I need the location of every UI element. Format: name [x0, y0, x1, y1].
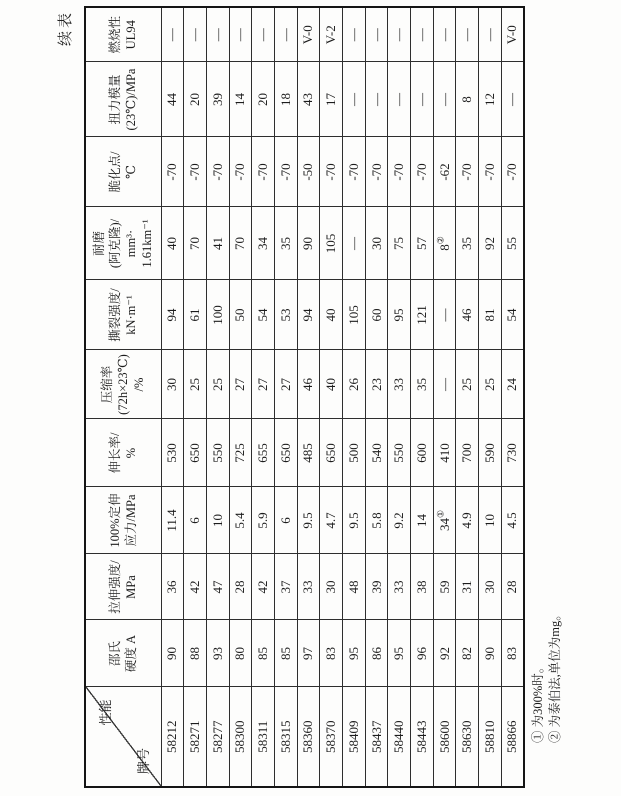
value-cell: 27	[274, 350, 297, 419]
value-cell: —	[365, 62, 388, 137]
value-cell: V-0	[297, 7, 320, 62]
col-header-line: 压缩率	[100, 365, 115, 404]
brand-cell: 58409	[343, 687, 366, 787]
col-header-elongation	[85, 419, 161, 487]
value-cell: 80	[229, 620, 252, 687]
value-cell: 41	[206, 207, 229, 280]
value-cell: 600	[411, 419, 434, 487]
value-cell: —	[433, 350, 456, 419]
value-cell: 4.9	[456, 487, 479, 554]
value-cell: -70	[501, 137, 524, 207]
col-header-flammability	[85, 7, 161, 62]
col-header-line: 1.61km⁻¹	[140, 219, 155, 268]
value-cell: —	[343, 7, 366, 62]
value-cell: 550	[388, 419, 411, 487]
col-header-line: kN·m⁻¹	[124, 295, 139, 335]
col-header-line: 硬度 A	[124, 634, 139, 673]
col-header-abrasion	[85, 207, 161, 280]
value-cell: 100	[206, 280, 229, 350]
spec-table	[84, 6, 525, 788]
col-header-line: 应力/MPa	[124, 494, 139, 547]
value-cell: -70	[229, 137, 252, 207]
value-cell: 25	[479, 350, 502, 419]
value-cell: 4.7	[320, 487, 343, 554]
col-header-line: (阿克隆)/	[108, 218, 123, 269]
col-header-line: 伸长率/	[108, 432, 123, 474]
brand-cell: 58437	[365, 687, 388, 787]
value-cell: 27	[252, 350, 275, 419]
spec-table-body	[161, 7, 524, 787]
value-cell: —	[433, 62, 456, 137]
value-cell: -70	[365, 137, 388, 207]
corner-label-property: 性能	[98, 699, 113, 726]
value-cell: 650	[184, 419, 207, 487]
value-cell: 650	[274, 419, 297, 487]
table-row	[297, 7, 320, 787]
brand-cell: 58810	[479, 687, 502, 787]
brand-cell: 58311	[252, 687, 275, 787]
value-cell: 75	[388, 207, 411, 280]
value-cell: 39	[365, 554, 388, 620]
value-cell: 20	[184, 62, 207, 137]
value-cell: 54	[252, 280, 275, 350]
value-cell: —	[388, 62, 411, 137]
corner-cell	[85, 687, 161, 787]
value-cell: 40	[320, 350, 343, 419]
value-cell: -70	[252, 137, 275, 207]
table-row	[320, 7, 343, 787]
value-cell: 82	[456, 620, 479, 687]
value-cell: 10	[206, 487, 229, 554]
table-row	[479, 7, 502, 787]
value-cell: 25	[206, 350, 229, 419]
value-cell: 8	[456, 62, 479, 137]
footnotes	[530, 608, 564, 743]
value-cell: 42	[184, 554, 207, 620]
value-cell: -70	[388, 137, 411, 207]
value-cell: 23	[365, 350, 388, 419]
col-header-line: (23℃)/MPa	[124, 68, 139, 131]
value-cell: 70	[184, 207, 207, 280]
brand-cell: 58360	[297, 687, 320, 787]
col-header-line: /%	[132, 377, 147, 392]
value-cell: 97	[297, 620, 320, 687]
brand-cell: 58600	[433, 687, 456, 787]
value-cell: 700	[456, 419, 479, 487]
value-cell: 90	[161, 620, 184, 687]
value-cell: —	[229, 7, 252, 62]
value-cell: 61	[184, 280, 207, 350]
value-cell: 90	[297, 207, 320, 280]
col-header-line: 100%定伸	[108, 493, 123, 548]
value-cell: 35	[456, 207, 479, 280]
value-cell: 25	[184, 350, 207, 419]
value-cell: 650	[320, 419, 343, 487]
value-cell: 5.8	[365, 487, 388, 554]
value-cell: 105	[343, 280, 366, 350]
col-header-tear-strength	[85, 280, 161, 350]
value-cell: —	[206, 7, 229, 62]
brand-cell: 58271	[184, 687, 207, 787]
value-cell: 28	[229, 554, 252, 620]
value-cell: 40	[320, 280, 343, 350]
col-header-tensile-strength	[85, 554, 161, 620]
continued-table-label: 续表	[58, 10, 74, 47]
value-cell: V-2	[320, 7, 343, 62]
value-cell: 43	[297, 62, 320, 137]
value-cell: —	[433, 280, 456, 350]
footnote-ref: ①	[435, 509, 446, 519]
col-header-line: 撕裂强度/	[108, 288, 123, 342]
header-row	[85, 7, 161, 787]
value-cell: 37	[274, 554, 297, 620]
col-header-line: %	[124, 447, 139, 459]
value-cell: 6	[274, 487, 297, 554]
value-cell: 655	[252, 419, 275, 487]
value-cell: 5.4	[229, 487, 252, 554]
value-cell: -70	[206, 137, 229, 207]
value-cell: —	[388, 7, 411, 62]
table-row	[365, 7, 388, 787]
value-cell: 27	[229, 350, 252, 419]
value-cell: 725	[229, 419, 252, 487]
value-cell: 24	[501, 350, 524, 419]
value-cell: 60	[365, 280, 388, 350]
value-cell: 31	[456, 554, 479, 620]
brand-cell: 58300	[229, 687, 252, 787]
value-cell: 18	[274, 62, 297, 137]
value-cell: 550	[206, 419, 229, 487]
value-cell: 33	[388, 554, 411, 620]
value-cell: 42	[252, 554, 275, 620]
value-cell: 46	[456, 280, 479, 350]
value-cell: —	[433, 7, 456, 62]
value-cell: -70	[184, 137, 207, 207]
value-cell: -62	[433, 137, 456, 207]
value-cell: 485	[297, 419, 320, 487]
brand-cell: 58315	[274, 687, 297, 787]
value-cell: 88	[184, 620, 207, 687]
value-cell: 85	[274, 620, 297, 687]
footnote-ref: ②	[435, 236, 446, 245]
col-header-line: ℃	[124, 165, 139, 179]
value-cell: 40	[161, 207, 184, 280]
brand-cell: 58212	[161, 687, 184, 787]
value-cell: 9.5	[297, 487, 320, 554]
value-cell: —	[479, 7, 502, 62]
value-cell: 28	[501, 554, 524, 620]
value-cell: 730	[501, 419, 524, 487]
value-cell: 90	[479, 620, 502, 687]
brand-cell: 58443	[411, 687, 434, 787]
col-header-shore-hardness	[85, 620, 161, 687]
value-cell: -70	[479, 137, 502, 207]
col-header-line: 邵氏	[108, 641, 123, 667]
footnote-2: ② 为泰伯法,单位为mg。	[548, 608, 562, 743]
value-cell: 30	[320, 554, 343, 620]
value-cell: 96	[411, 620, 434, 687]
value-cell: 4.5	[501, 487, 524, 554]
table-row	[229, 7, 252, 787]
value-cell: 410	[433, 419, 456, 487]
value-cell: -70	[161, 137, 184, 207]
value-cell: —	[343, 62, 366, 137]
value-cell: 94	[161, 280, 184, 350]
col-header-line: 耐磨	[92, 231, 107, 257]
value-cell: 590	[479, 419, 502, 487]
value-cell: 39	[206, 62, 229, 137]
value-cell: 36	[161, 554, 184, 620]
value-cell: 34①	[433, 487, 456, 554]
value-cell: 9.2	[388, 487, 411, 554]
value-cell: —	[365, 7, 388, 62]
value-cell: 14	[229, 62, 252, 137]
value-cell: —	[501, 62, 524, 137]
value-cell: —	[456, 7, 479, 62]
value-cell: 35	[411, 350, 434, 419]
value-cell: 34	[252, 207, 275, 280]
value-cell: 25	[456, 350, 479, 419]
value-cell: V-0	[501, 7, 524, 62]
value-cell: 83	[320, 620, 343, 687]
value-cell: 530	[161, 419, 184, 487]
value-cell: 500	[343, 419, 366, 487]
value-cell: 83	[501, 620, 524, 687]
value-cell: —	[252, 7, 275, 62]
table-row	[456, 7, 479, 787]
value-cell: 5.9	[252, 487, 275, 554]
value-cell: 95	[388, 280, 411, 350]
value-cell: 540	[365, 419, 388, 487]
value-cell: —	[343, 207, 366, 280]
table-row	[274, 7, 297, 787]
value-cell: 10	[479, 487, 502, 554]
value-cell: —	[411, 7, 434, 62]
value-cell: 53	[274, 280, 297, 350]
value-cell: 6	[184, 487, 207, 554]
table-row	[411, 7, 434, 787]
value-cell: 30	[479, 554, 502, 620]
col-header-line: MPa	[124, 575, 139, 599]
table-row	[343, 7, 366, 787]
value-cell: —	[161, 7, 184, 62]
value-cell: -70	[411, 137, 434, 207]
value-cell: 30	[161, 350, 184, 419]
table-row	[161, 7, 184, 787]
table-row	[433, 7, 456, 787]
table-row	[501, 7, 524, 787]
value-cell: -70	[320, 137, 343, 207]
corner-label-brand: 牌号	[135, 747, 151, 774]
value-cell: 57	[411, 207, 434, 280]
value-cell: 33	[388, 350, 411, 419]
value-cell: —	[274, 7, 297, 62]
brand-cell: 58630	[456, 687, 479, 787]
value-cell: -50	[297, 137, 320, 207]
value-cell: —	[184, 7, 207, 62]
value-cell: 54	[501, 280, 524, 350]
table-row	[252, 7, 275, 787]
value-cell: 94	[297, 280, 320, 350]
value-cell: 86	[365, 620, 388, 687]
value-cell: 8②	[433, 207, 456, 280]
col-header-line: 脆化点/	[108, 151, 123, 193]
value-cell: 81	[479, 280, 502, 350]
col-header-line: UL94	[124, 20, 139, 50]
value-cell: 121	[411, 280, 434, 350]
value-cell: 38	[411, 554, 434, 620]
table-row	[388, 7, 411, 787]
value-cell: 26	[343, 350, 366, 419]
col-header-line: 扭力模量	[108, 74, 123, 125]
value-cell: 33	[297, 554, 320, 620]
value-cell: 92	[479, 207, 502, 280]
brand-cell: 58866	[501, 687, 524, 787]
value-cell: 20	[252, 62, 275, 137]
value-cell: 17	[320, 62, 343, 137]
value-cell: 93	[206, 620, 229, 687]
value-cell: -70	[274, 137, 297, 207]
col-header-modulus-100	[85, 487, 161, 554]
value-cell: 95	[388, 620, 411, 687]
value-cell: 50	[229, 280, 252, 350]
footnote-1: ① 为300%时。	[531, 660, 545, 743]
value-cell: 47	[206, 554, 229, 620]
value-cell: 59	[433, 554, 456, 620]
value-cell: -70	[456, 137, 479, 207]
value-cell: 30	[365, 207, 388, 280]
value-cell: 35	[274, 207, 297, 280]
value-cell: 105	[320, 207, 343, 280]
value-cell: —	[411, 62, 434, 137]
col-header-torsion-modulus	[85, 62, 161, 137]
brand-cell: 58370	[320, 687, 343, 787]
value-cell: 92	[433, 620, 456, 687]
value-cell: 9.5	[343, 487, 366, 554]
brand-cell: 58277	[206, 687, 229, 787]
value-cell: 11.4	[161, 487, 184, 554]
value-cell: 12	[479, 62, 502, 137]
brand-cell: 58440	[388, 687, 411, 787]
col-header-line: 燃烧性	[108, 16, 123, 54]
value-cell: 55	[501, 207, 524, 280]
table-row	[184, 7, 207, 787]
value-cell: 85	[252, 620, 275, 687]
value-cell: 70	[229, 207, 252, 280]
value-cell: 14	[411, 487, 434, 554]
value-cell: 46	[297, 350, 320, 419]
col-header-compression-set	[85, 350, 161, 419]
col-header-brittle-point	[85, 137, 161, 207]
value-cell: 48	[343, 554, 366, 620]
col-header-line: 拉伸强度/	[108, 560, 123, 614]
value-cell: 44	[161, 62, 184, 137]
col-header-line: (72h×23℃)	[116, 354, 131, 415]
col-header-line: mm³·	[124, 229, 139, 258]
table-row	[206, 7, 229, 787]
value-cell: -70	[343, 137, 366, 207]
value-cell: 95	[343, 620, 366, 687]
